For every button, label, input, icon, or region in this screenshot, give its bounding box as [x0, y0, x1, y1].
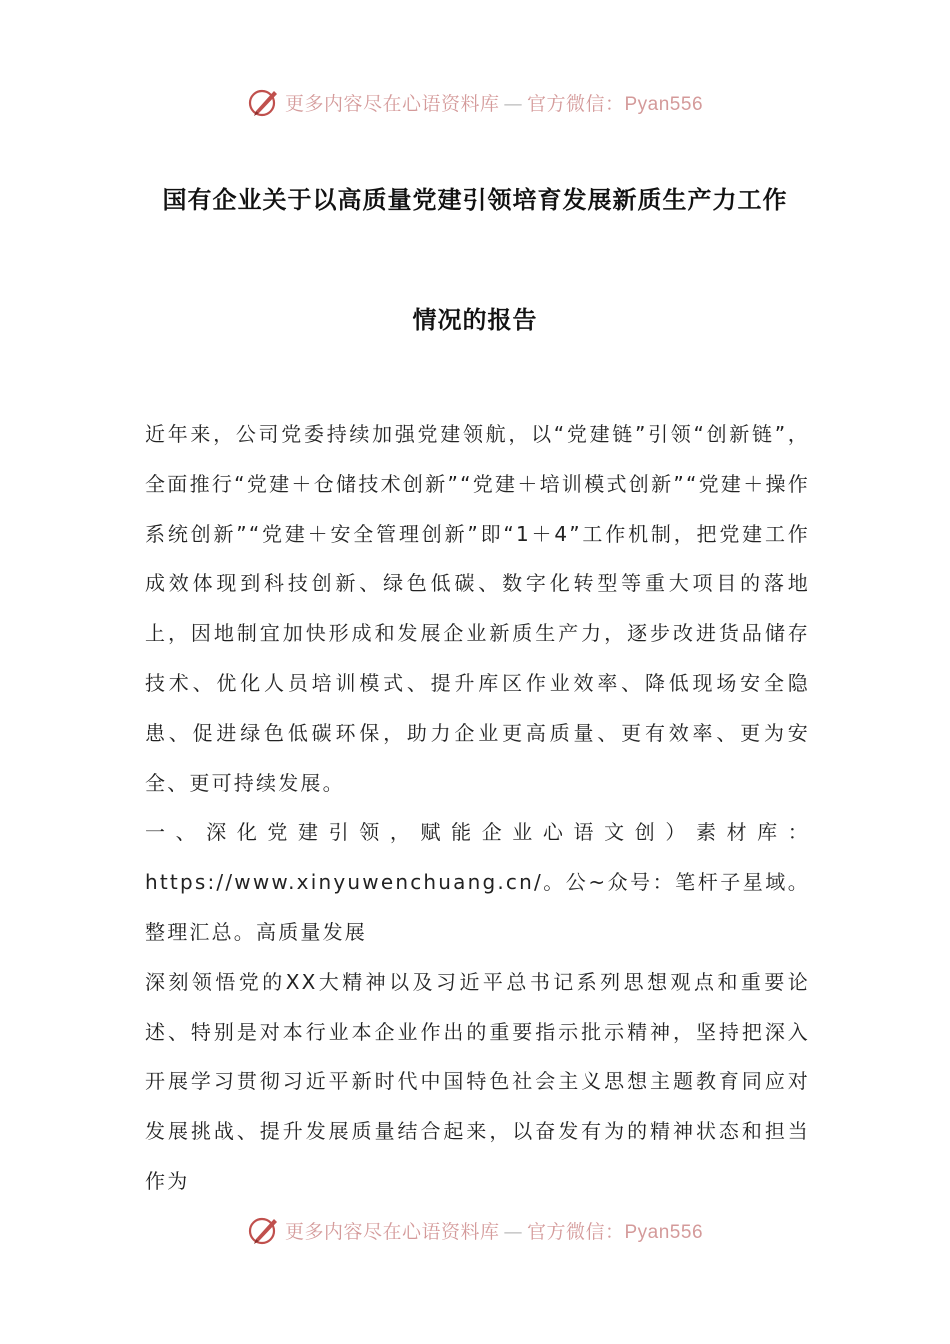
paragraph-intro: 近年来，公司党委持续加强党建领航，以“党建链”引领“创新链”，全面推行“党建＋仓储技术创新”“党建＋培训模式创新”“党建＋操作系统创新”“党建＋安全管理创新”即“1＋4”工作机制，把党建工作成效体现到科技创新、绿色低碳、数字化转型等重大项目的落地上，因地制宜加快形成和发展企业新质生产力，逐步改进货品储存技术、优化人员培训模式、提升库区作业效率、降低现场安全隐患、促进绿色低碳环保，助力企业更高质量、更有效率、更为安全、更可持续发展。 — [145, 422, 810, 795]
header-banner — [0, 82, 950, 122]
quill-pen-logo-icon — [247, 1213, 281, 1247]
footer-banner — [0, 1210, 950, 1250]
footer-banner-text — [285, 1217, 703, 1244]
header-banner-text — [285, 89, 703, 116]
document-title-line2: 情况的报告 — [412, 306, 538, 334]
footer-wechat-id: Pyan556 — [624, 1221, 704, 1243]
footer-banner-title: 更多内容尽在心语资料库 — [284, 1220, 500, 1243]
footer-separator: — — [503, 1220, 523, 1243]
header-banner-title: 更多内容尽在心语资料库 — [284, 92, 500, 115]
document-body — [145, 410, 810, 1207]
quill-pen-logo-icon — [247, 85, 281, 119]
footer-wechat-label: 官方微信： — [526, 1220, 625, 1243]
paragraph-section-heading: 一、深化党建引领，赋能企业心语文创）素材库：https://www.xinyuwenchuang.cn/。公~众号：笔杆子星域。整理汇总。高质量发展 — [145, 820, 810, 944]
paragraph-section-body: 深刻领悟党的XX大精神以及习近平总书记系列思想观点和重要论述、特别是对本行业本企业作出的重要指示批示精神，坚持把深入开展学习贯彻习近平新时代中国特色社会主义思想主题教育同应对发展挑战、提升发展质量结合起来，以奋发有为的精神状态和担当作为 — [145, 969, 810, 1193]
header-wechat-label: 官方微信： — [526, 92, 625, 115]
header-wechat-id: Pyan556 — [624, 93, 704, 115]
header-separator: — — [503, 92, 523, 115]
document-title-line1: 国有企业关于以高质量党建引领培育发展新质生产力工作 — [162, 186, 788, 214]
